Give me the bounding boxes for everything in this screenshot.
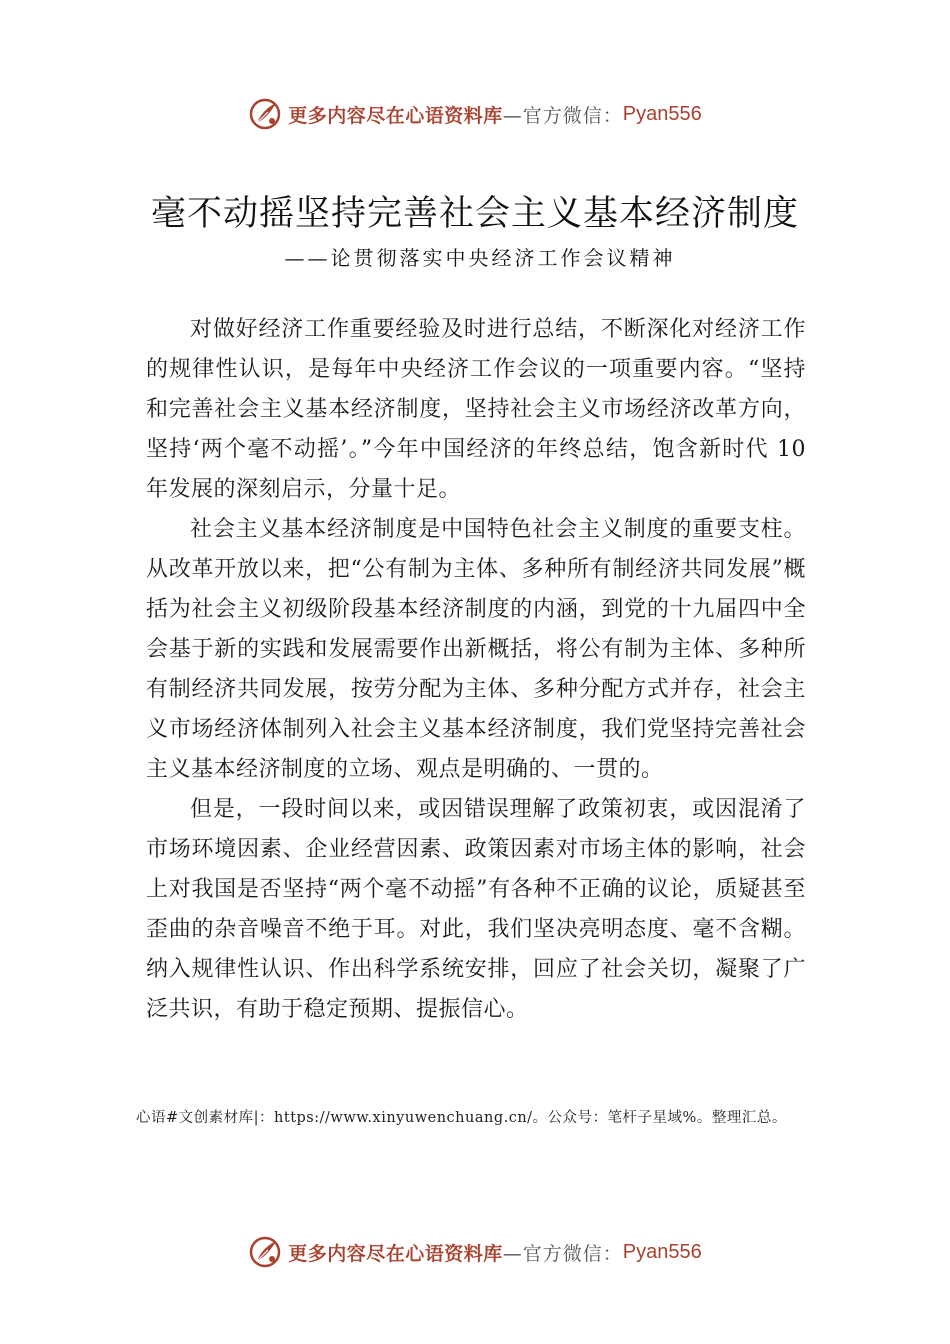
banner-promo-text: 更多内容尽在心语资料库: [288, 1242, 503, 1265]
paragraph-2: 社会主义基本经济制度是中国特色社会主义制度的重要支柱。从改革开放以来，把“公有制为主体、多种所有制经济共同发展”概括为社会主义初级阶段基本经济制度的内涵，到党的十九届四中全会基于新的实践和发展需要作出新概括，将公有制为主体、多种所有制经济共同发展，按劳分配为主体、多种分配方式并存，社会主义市场经济体制列入社会主义基本经济制度，我们党坚持完善社会主义基本经济制度的立场、观点是明确的、一贯的。: [146, 517, 806, 782]
source-note: 心语#文创素材库|：https://www.xinyuwenchuang.cn/。公众号：笔杆子星域%。整理汇总。: [136, 1110, 787, 1126]
banner-wechat-label: —官方微信：: [502, 104, 623, 127]
banner-wechat-id: Pyan556: [622, 1240, 702, 1263]
document-subtitle: ——论贯彻落实中央经济工作会议精神: [284, 246, 676, 270]
quill-logo-icon: [248, 1235, 282, 1269]
quill-logo-icon: [248, 97, 282, 131]
header-banner: [0, 94, 950, 134]
paragraph-1: 对做好经济工作重要经验及时进行总结，不断深化对经济工作的规律性认识，是每年中央经济工作会议的一项重要内容。“坚持和完善社会主义基本经济制度，坚持社会主义市场经济改革方向，坚持‘两个毫不动摇’。”今年中国经济的年终总结，饱含新时代 10 年发展的深刻启示，分量十足。: [146, 317, 806, 502]
banner-wechat-id: Pyan556: [622, 102, 702, 125]
paragraph-3: 但是，一段时间以来，或因错误理解了政策初衷，或因混淆了市场环境因素、企业经营因素、政策因素对市场主体的影响，社会上对我国是否坚持“两个毫不动摇”有各种不正确的议论，质疑甚至歪曲的杂音噪音不绝于耳。对此，我们坚决亮明态度、毫不含糊。纳入规律性认识、作出科学系统安排，回应了社会关切，凝聚了广泛共识，有助于稳定预期、提振信心。: [146, 797, 806, 1022]
footer-banner: [0, 1232, 950, 1272]
banner-promo-text: 更多内容尽在心语资料库: [288, 104, 503, 127]
banner-wechat-label: —官方微信：: [502, 1242, 623, 1265]
document-body: [146, 310, 806, 1030]
document-title: 毫不动摇坚持完善社会主义基本经济制度: [150, 194, 799, 234]
